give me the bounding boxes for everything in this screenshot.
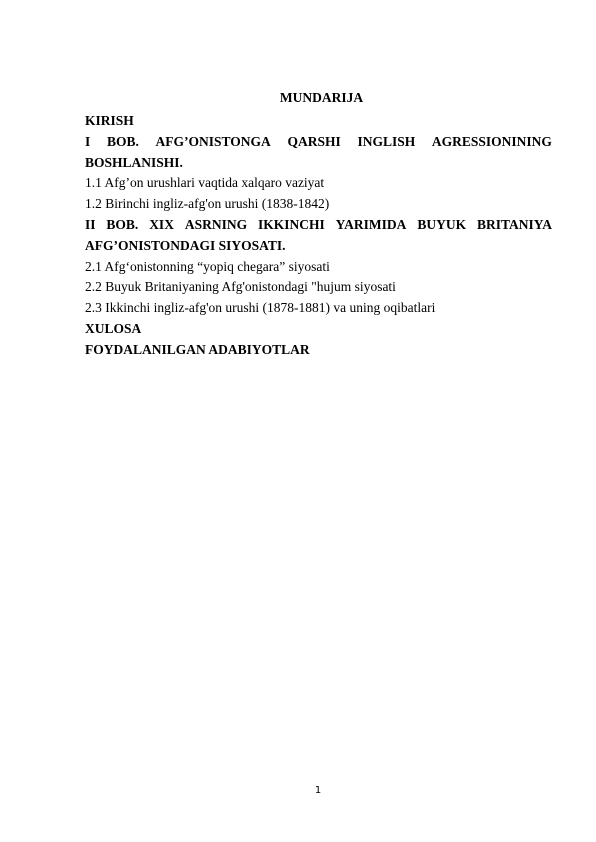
table-of-contents xyxy=(85,88,552,361)
toc-chapter-1-word: QARSHI xyxy=(287,133,341,149)
toc-chapter-1-word: AFG’ONISTONGA xyxy=(155,133,271,149)
toc-chapter-1 xyxy=(85,132,552,174)
toc-item-conclusion: XULOSA xyxy=(85,320,142,336)
toc-chapter-2 xyxy=(85,215,552,257)
toc-chapter-2-word: XIX xyxy=(149,216,174,232)
toc-chapter-2-word: BOB. xyxy=(106,216,139,232)
toc-chapter-1-word: AGRESSIONINING xyxy=(431,133,552,149)
toc-chapter-2-word: ASRNING xyxy=(184,216,248,232)
toc-chapter-1-line-2: BOSHLANISHI. xyxy=(85,154,183,170)
toc-chapter-2-word: BRITANIYA xyxy=(476,216,552,232)
toc-chapter-1-word: BOB. xyxy=(106,133,139,149)
toc-chapter-1-word: INGLISH xyxy=(357,133,416,149)
toc-section-2-2: 2.2 Buyuk Britaniyaning Afg'onistondagi "hujum siyosati xyxy=(85,279,396,295)
toc-chapter-2-line-1 xyxy=(85,215,552,236)
page-number: 1 xyxy=(314,785,322,796)
toc-chapter-2-word: YARIMIDA xyxy=(335,216,407,232)
toc-section-2-1: 2.1 Afg‘onistonning “yopiq chegara” siyosati xyxy=(85,258,330,274)
toc-item-references: FOYDALANILGAN ADABIYOTLAR xyxy=(85,341,310,357)
toc-chapter-1-line-1 xyxy=(85,132,552,153)
toc-chapter-2-word: BUYUK xyxy=(417,216,467,232)
toc-item-intro: KIRISH xyxy=(85,113,134,128)
toc-section-2-3: 2.3 Ikkinchi ingliz-afg'on urushi (1878-1881) va uning oqibatlari xyxy=(85,300,436,316)
toc-chapter-2-word: IKKINCHI xyxy=(258,216,325,232)
toc-chapter-1-word: I xyxy=(85,133,91,149)
toc-section-1-2: 1.2 Birinchi ingliz-afg'on urushi (1838-1842) xyxy=(85,196,330,212)
toc-chapter-2-line-2: AFG’ONISTONDAGI SIYOSATI. xyxy=(85,237,286,253)
toc-chapter-2-word: II xyxy=(85,216,96,232)
toc-title: MUNDARIJA xyxy=(279,90,364,105)
toc-section-1-1: 1.1 Afg’on urushlari vaqtida xalqaro vaziyat xyxy=(85,175,325,191)
